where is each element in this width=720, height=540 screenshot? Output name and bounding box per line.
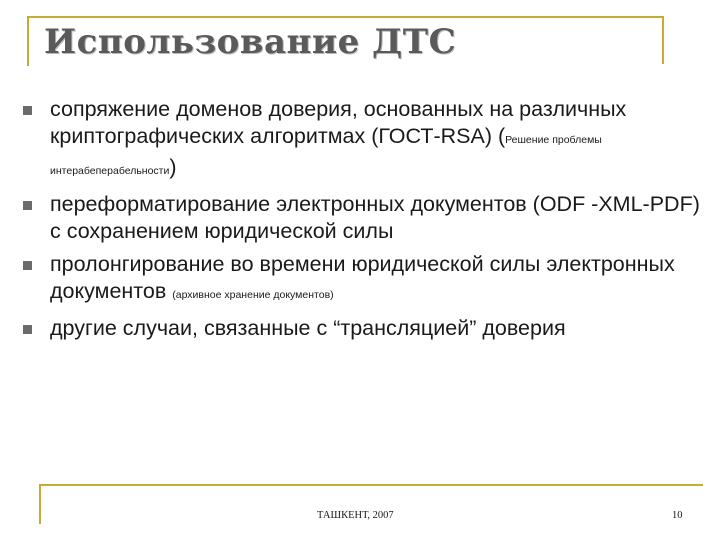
bullet-text: переформатирование электронных документов (ODF -XML-PDF) с сохранением юридической силы xyxy=(50,192,700,243)
square-bullet-icon xyxy=(23,106,32,115)
bullet-note: (архивное хранение документов) xyxy=(172,289,334,301)
square-bullet-icon xyxy=(23,325,32,334)
frame-bottom-line xyxy=(39,484,703,486)
bullet-item xyxy=(20,96,710,185)
bullet-list xyxy=(20,96,710,348)
frame-left-line xyxy=(27,16,29,66)
bullet-text: сопряжение доменов доверия, основанных на различных криптографических алгоритмах (ГОСТ-RSA) ( xyxy=(50,97,627,148)
bullet-item xyxy=(20,315,710,342)
bullet-item xyxy=(20,191,710,245)
square-bullet-icon xyxy=(23,261,32,270)
frame-bottom-tick xyxy=(39,484,41,524)
bullet-text: пролонгирование во времени юридической силы электронных документов xyxy=(50,252,675,303)
bullet-item xyxy=(20,251,710,309)
frame-right-line xyxy=(662,16,664,64)
footer-location: ТАШКЕНТ, 2007 xyxy=(317,510,394,521)
square-bullet-icon xyxy=(23,201,32,210)
slide-title: Использование ДТС xyxy=(44,22,457,62)
bullet-suffix: ) xyxy=(169,155,177,179)
frame-top-line xyxy=(27,16,663,18)
bullet-text: другие случаи, связанные с “трансляцией” доверия xyxy=(50,316,566,340)
bullet-note: Решение проблемы интерабеперабельности xyxy=(50,134,602,177)
page-number: 10 xyxy=(672,510,683,521)
